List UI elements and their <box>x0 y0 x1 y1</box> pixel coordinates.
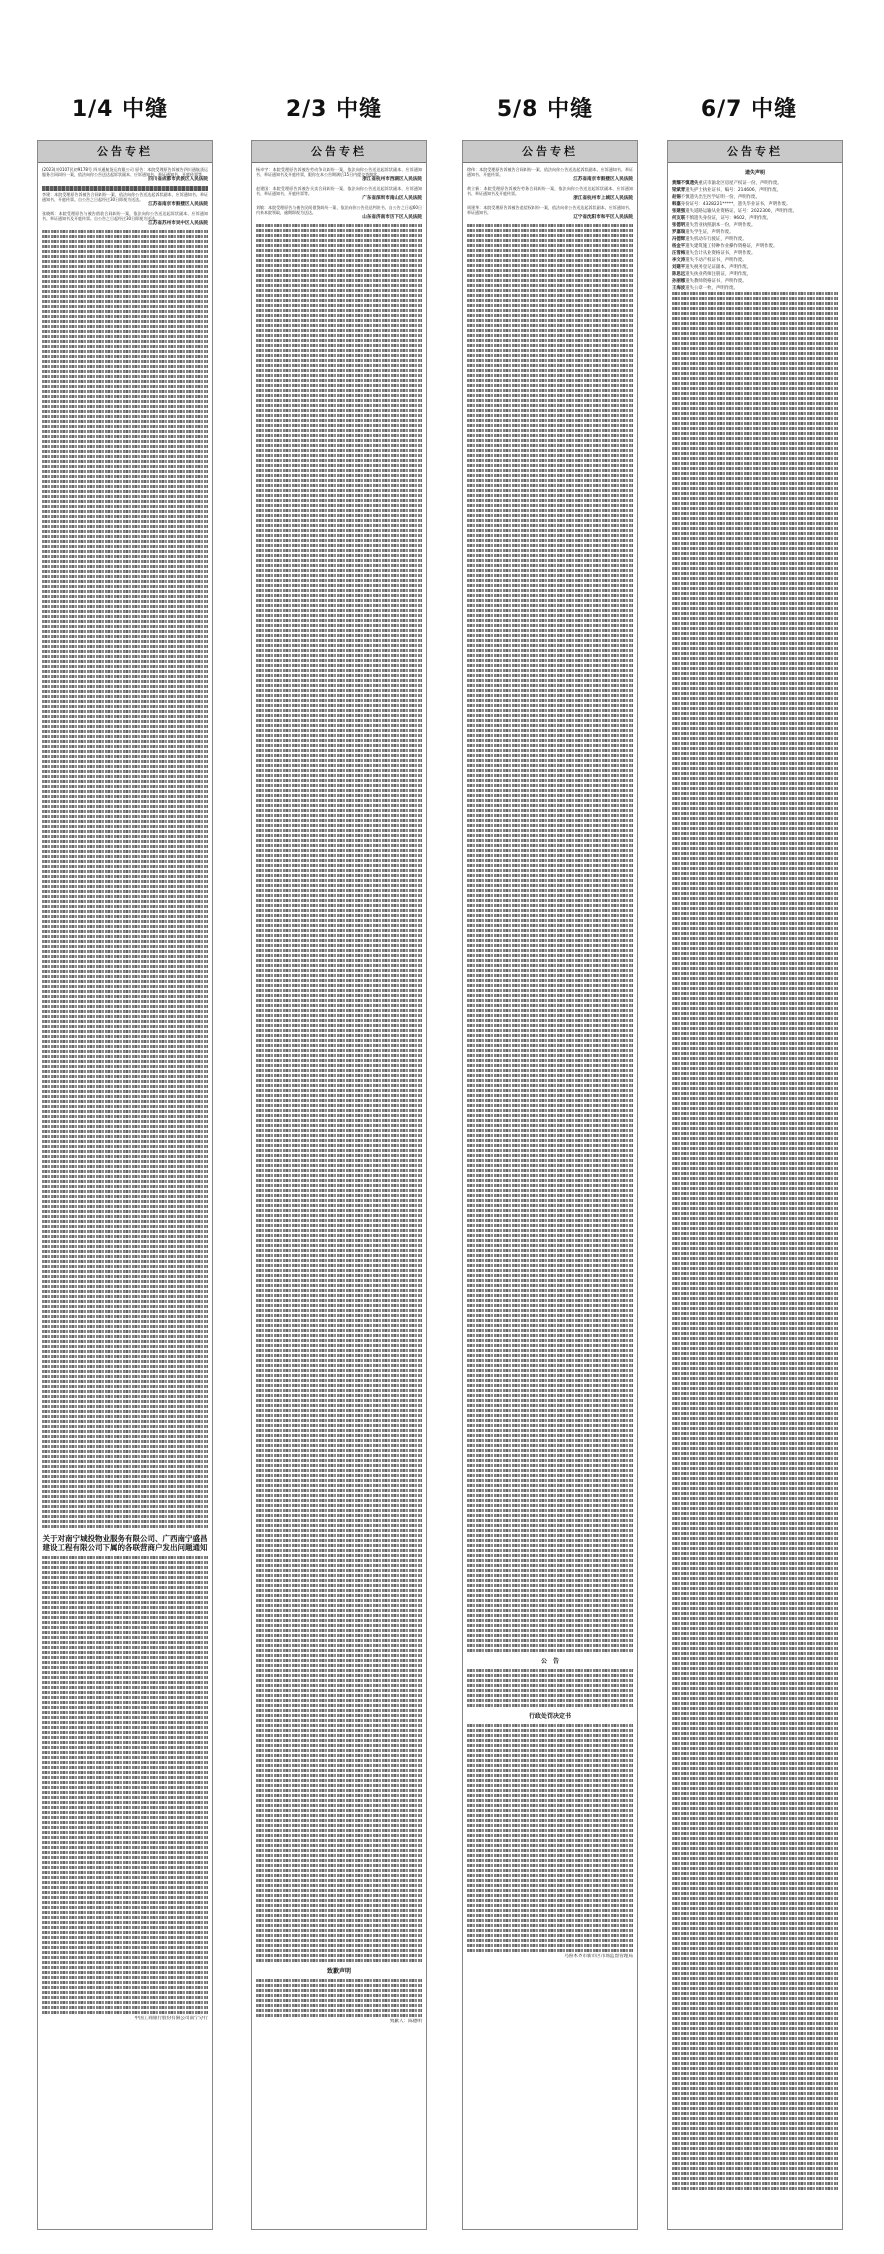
column-heading-1: 1/4 中缝 <box>71 97 169 122</box>
lost-statement-name: 赵锡 <box>672 195 681 200</box>
notice <box>42 211 208 227</box>
lost-statement-item <box>672 264 838 271</box>
lost-statement-text: 遗失护士执业证书，编号：214606，声明作废。 <box>685 188 781 193</box>
notice-signature: 中国工商银行股份有限公司南宁分行 <box>134 2016 208 2021</box>
lost-statement-item <box>672 229 838 236</box>
notice-signature: 浙江省杭州市上城区人民法院 <box>573 196 633 201</box>
lost-statement-item <box>672 278 838 285</box>
lost-statement-item <box>672 236 838 243</box>
lost-statement-text: 遗失学生证，声明作废。 <box>685 230 734 235</box>
notice-signature: 四川省成都市武侯区人民法院 <box>148 177 208 182</box>
lost-statement-text: 不慎遗失出生医学证明一份，声明作废。 <box>680 195 760 200</box>
lost-statement-text: 遗失会计从业资格证书，声明作废。 <box>685 251 756 256</box>
apology-title: 致歉声明 <box>326 1968 351 1975</box>
notice-signature: 江苏省南京市鼓楼区人民法院 <box>573 177 633 182</box>
lost-statement-item <box>672 194 838 201</box>
notice <box>256 205 422 221</box>
lost-statement-title: 遗失声明 <box>744 170 765 176</box>
notice-text: 刘敏：本院受理原告与被告民间借贷纠纷一案，依法向你公告送达判决书，自公告之日起60日内来本院领取，逾期即视为送达。 <box>256 205 422 215</box>
lost-statement-text: 遗失不动产权证书，声明作废。 <box>685 258 747 263</box>
lost-statement-item <box>672 285 838 292</box>
page-title: 公告专栏 <box>38 141 212 163</box>
lost-statement-text: 身份证号：4328221*****，遗失毕业证书，声明作废。 <box>680 202 791 207</box>
lost-statement-item <box>672 180 838 187</box>
notice <box>256 186 422 202</box>
lost-statement-name: 梁斌青 <box>672 188 686 193</box>
lost-statement-text: 遗失税务登记证副本，声明作废。 <box>685 265 752 270</box>
notice-text: 张晓辉：本院受理原告与被告借款合同纠纷一案，依法向你公告送达起诉状副本、应诉通知书、举证通知书及开庭传票。自公告之日起经过30日即视为送达。 <box>42 211 208 221</box>
notice <box>42 192 208 208</box>
dense-text-block <box>467 1724 633 1954</box>
notice-signature: 山东省济南市历下区人民法院 <box>362 215 422 220</box>
notice-text: 李建：本院受理原告诉被告合同纠纷一案，依法向你公告送达起诉状副本、应诉通知书、举证通知书、开庭传票。自公告之日起经过30日即视为送达。 <box>42 192 208 202</box>
notice-text: 杨卓宇：本院受理原告诉被告劳动争议纠纷一案，依法向你公告送达起诉状副本、应诉通知书、举证通知书及开庭传票，限你在本公告期满后15日内提交答辩状。 <box>256 167 422 177</box>
dense-text-block <box>42 230 208 1530</box>
lost-statement-text: 遗失道路运输从业资格证，证号：2022300，声明作废。 <box>685 209 797 214</box>
lost-statement-text: 遗失建筑施工特种作业操作资格证，声明作废。 <box>685 244 778 249</box>
column-heading-2: 2/3 中缝 <box>285 97 383 122</box>
lost-statement-name: 陈思远 <box>672 272 686 277</box>
announcement-title: 公 告 <box>540 1658 559 1665</box>
lost-statement-name: 罗嘉瑞 <box>672 230 686 235</box>
page-title: 公告专栏 <box>463 141 637 163</box>
dense-text-block <box>256 224 422 1964</box>
page-title: 公告专栏 <box>252 141 426 163</box>
notice <box>467 167 633 183</box>
lost-statement-name: 黄耀不慎遗失 <box>672 181 699 186</box>
dense-text-block <box>256 1979 422 2019</box>
announcement-page-1 <box>37 140 213 2230</box>
lost-statement-item <box>672 250 838 257</box>
lost-statement-name: 王海波 <box>672 286 686 291</box>
lost-statement-text: 遗失公章一枚，声明作废。 <box>685 286 738 291</box>
lost-statement-name: 何友联 <box>672 216 686 221</box>
lost-statement-text: 遗失教师资格证书，声明作废。 <box>685 279 747 284</box>
lost-statement-name: 张建强 <box>672 209 686 214</box>
dense-text-block <box>42 1556 208 2016</box>
lost-statement-list <box>672 180 838 292</box>
notice-text: 赵建国：本院受理原告诉被告买卖合同纠纷一案，依法向你公告送达起诉状副本、应诉通知书、举证通知书、开庭传票等。 <box>256 186 422 196</box>
column-heading-4: 6/7 中缝 <box>700 97 798 122</box>
penalty-decision-title: 行政处罚决定书 <box>528 1713 571 1720</box>
lost-statement-name: 李文涛 <box>672 258 686 263</box>
lost-statement-item <box>672 257 838 264</box>
notice-headline: 关于对南宁城投物业服务有限公司、广西南宁盛昌建设工程有限公司下属的各联营商户发出问题通知 <box>42 1534 208 1552</box>
notice-text: 黄立新：本院受理原告诉被告劳务合同纠纷一案，依法向你公告送达起诉状副本、应诉通知书、举证通知书及开庭传票。 <box>467 186 633 196</box>
notice-text: (2023)川0107民初9178号 四川通航货运有限公司 原告：本院受理原告诉被告四川通航货运服务合同纠纷一案，依法向你公告送达起诉状副本、应诉通知书、举证通知书、开庭传票等。 <box>42 167 208 177</box>
notice <box>42 167 208 183</box>
lost-statement-name: 汪雪梅 <box>672 251 686 256</box>
lost-statement-name: 刘建平 <box>672 265 686 270</box>
notice <box>467 186 633 202</box>
text-block <box>42 186 208 191</box>
lost-statement-text: 遗失执业药师注册证，声明作废。 <box>685 272 752 277</box>
notice-signature: 江苏省南京市鼓楼区人民法院 <box>148 202 208 207</box>
lost-statement-item <box>672 208 838 215</box>
lost-statement-text: 重庆市渝北区房屋产权证一份，声明作废。 <box>698 181 782 186</box>
lost-statement-item <box>672 215 838 222</box>
notice <box>256 167 422 183</box>
lost-statement-name: 杨金平 <box>672 244 686 249</box>
notice <box>467 205 633 221</box>
notice-text: 徐伟：本院受理原告诉被告合同纠纷一案，依法向你公告送达起诉状副本、应诉通知书、举证通知书、开庭传票。 <box>467 167 633 177</box>
dense-text-block <box>467 224 633 1654</box>
announcement-page-3 <box>462 140 638 2230</box>
lost-statement-text: 遗失营业执照副本一份，声明作废。 <box>685 223 756 228</box>
lost-statement-name: 韩嘉 <box>672 202 681 207</box>
notice-text: 周建华：本院受理原告诉被告追偿权纠纷一案，依法向你公告送达起诉状副本、应诉通知书、举证通知书。 <box>467 205 633 215</box>
lost-statement-text: 遗失机动车行驶证，声明作废。 <box>685 237 747 242</box>
notice-signature: 江苏省苏州市吴中区人民法院 <box>148 221 208 226</box>
column-heading-3: 5/8 中缝 <box>496 97 594 122</box>
lost-statement-text: 不慎遗失身份证，证号：9602，声明作废。 <box>685 216 772 221</box>
lost-statement-name: 孙丽娜 <box>672 279 686 284</box>
dense-text-block <box>672 292 838 2192</box>
lost-statement-name: 张德明 <box>672 223 686 228</box>
lost-statement-item <box>672 271 838 278</box>
announcement-page-4 <box>667 140 843 2230</box>
lost-statement-item <box>672 222 838 229</box>
dense-text-block <box>467 1669 633 1709</box>
lost-statement-item <box>672 187 838 194</box>
page-title: 公告专栏 <box>668 141 842 163</box>
notice-signature: 广东省深圳市南山区人民法院 <box>362 196 422 201</box>
notice-signature: 致歉人：陈德明 <box>389 2019 422 2024</box>
notice-signature: 辽宁省沈阳市和平区人民法院 <box>573 215 633 220</box>
announcement-page-2 <box>251 140 427 2230</box>
lost-statement-item <box>672 201 838 208</box>
notice-signature: 乌鲁木齐市新市区市场监督管理局 <box>564 1954 633 1959</box>
lost-statement-name: 冯德辉 <box>672 237 686 242</box>
notice-signature: 浙江省杭州市西湖区人民法院 <box>362 177 422 182</box>
lost-statement-item <box>672 243 838 250</box>
